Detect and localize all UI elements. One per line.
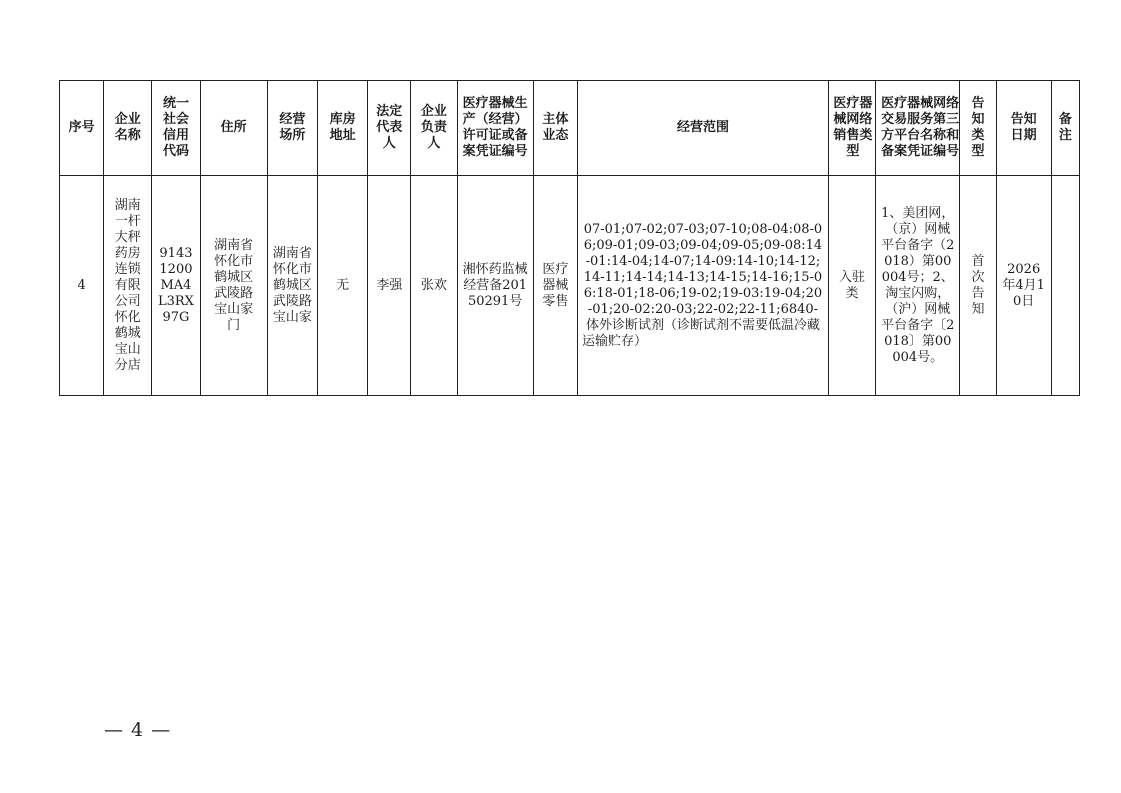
cell-business-type: 医疗器械零售 — [533, 176, 577, 396]
cell-warehouse: 无 — [317, 176, 367, 396]
header-online-type: 医疗器械网络销售类型 — [828, 81, 875, 176]
cell-residence: 湖南省怀化市鹤城区武陵路宝山家门 — [200, 176, 267, 396]
cell-online-type: 入驻类 — [828, 176, 875, 396]
cell-notice-date: 2026年4月10日 — [996, 176, 1051, 396]
header-license-no: 医疗器械生产（经营）许可证或备案凭证编号 — [457, 81, 533, 176]
page-number: — 4 — — [104, 719, 172, 741]
header-residence: 住所 — [200, 81, 267, 176]
header-warehouse: 库房地址 — [317, 81, 367, 176]
header-notice-date: 告知日期 — [996, 81, 1051, 176]
header-scope: 经营范围 — [577, 81, 828, 176]
cell-legal-rep: 李强 — [368, 176, 411, 396]
cell-person-in-charge: 张欢 — [411, 176, 457, 396]
header-business-place: 经营场所 — [267, 81, 317, 176]
header-company-name: 企业名称 — [104, 81, 152, 176]
cell-scope: 07-01;07-02;07-03;07-10;08-04:08-06;09-01;09-03;09-04;09-05;09-08:14-01:14-04;14-07;14-09:14-10;14-12;14-11;14-14;14-13;14-15;14-16;15-06:18-01;18-06;19-02;19-03:19-04;20-01;20-02:20-03;22-02;22-11;6840-体外诊断试剂（诊断试剂不需要低温冷藏运输贮存） — [577, 176, 828, 396]
table-row — [60, 176, 1080, 396]
header-row — [60, 81, 1080, 176]
cell-remarks — [1051, 176, 1079, 396]
header-seq: 序号 — [60, 81, 104, 176]
cell-credit-code: 91431200MA4L3RX97G — [152, 176, 200, 396]
cell-platform: 1、美团网，（京）网械平台备字（2018）第00004号；2、淘宝闪购，（沪）网械平台备字〔2018〕第00004号。 — [876, 176, 960, 396]
cell-notice-type: 首次告知 — [960, 176, 996, 396]
header-business-type: 主体业态 — [533, 81, 577, 176]
cell-business-place: 湖南省怀化市鹤城区武陵路宝山家 — [267, 176, 317, 396]
header-person-in-charge: 企业负责人 — [411, 81, 457, 176]
registration-table — [59, 80, 1080, 396]
header-legal-rep: 法定代表人 — [368, 81, 411, 176]
header-credit-code: 统一社会信用代码 — [152, 81, 200, 176]
cell-seq: 4 — [60, 176, 104, 396]
cell-company-name: 湖南一杆大秤药房连锁有限公司怀化鹤城宝山分店 — [104, 176, 152, 396]
header-notice-type: 告知类型 — [960, 81, 996, 176]
cell-license-no: 湘怀药监械经营备20150291号 — [457, 176, 533, 396]
header-remarks: 备注 — [1051, 81, 1079, 176]
header-platform: 医疗器械网络交易服务第三方平台名称和备案凭证编号 — [876, 81, 960, 176]
